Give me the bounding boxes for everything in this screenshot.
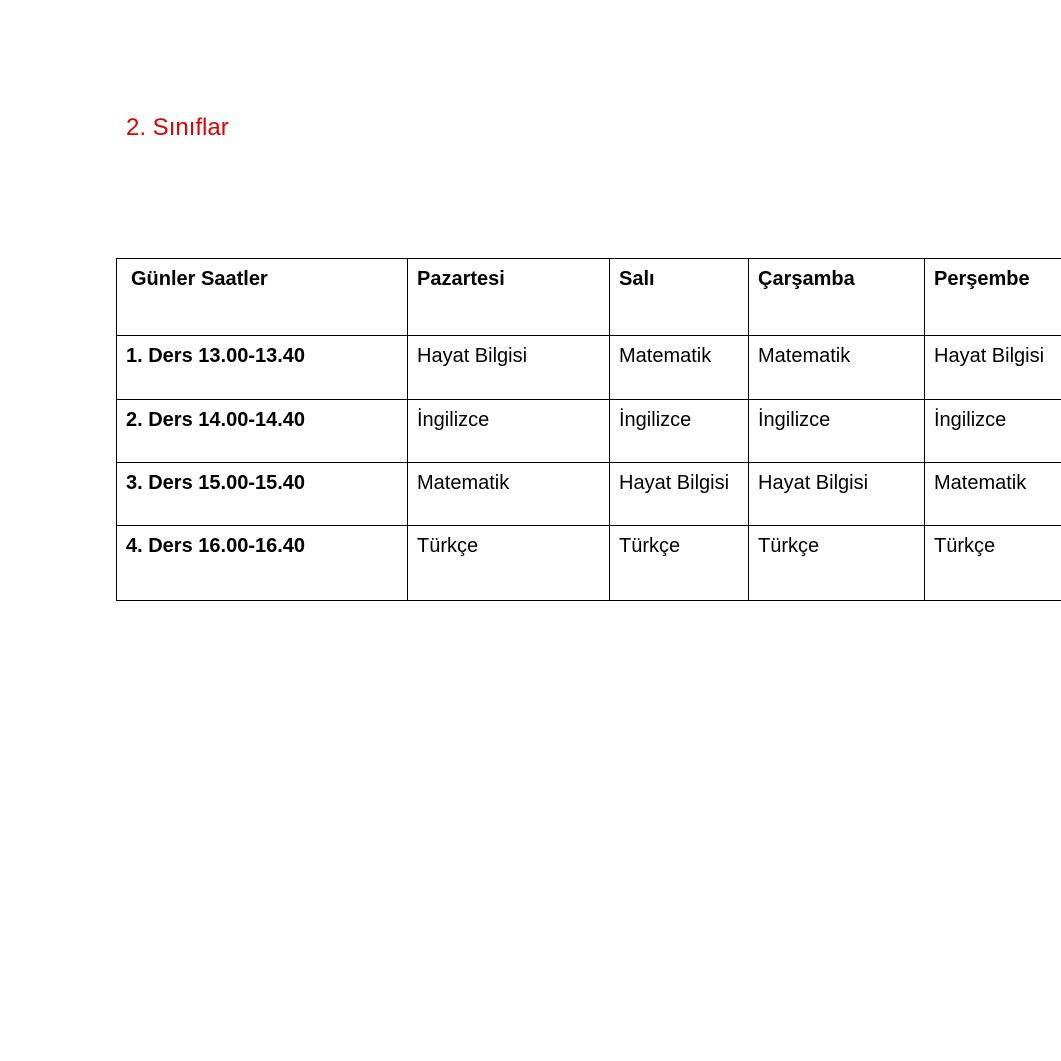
corner-header: Günler Saatler	[117, 259, 408, 336]
lesson-time: 1. Ders 13.00-13.40	[117, 336, 408, 400]
day-header: Pazartesi	[408, 259, 610, 336]
lesson-cell: Matematik	[925, 463, 1061, 526]
lesson-cell: İngilizce	[925, 400, 1061, 463]
lesson-cell: Matematik	[610, 336, 749, 400]
lesson-cell: Matematik	[749, 336, 925, 400]
lesson-cell: Türkçe	[749, 526, 925, 601]
lesson-cell: İngilizce	[408, 400, 610, 463]
table-row	[117, 336, 1061, 400]
lesson-cell: Türkçe	[925, 526, 1061, 601]
lesson-cell: Türkçe	[610, 526, 749, 601]
lesson-cell: Hayat Bilgisi	[749, 463, 925, 526]
lesson-time: 3. Ders 15.00-15.40	[117, 463, 408, 526]
lesson-cell: Hayat Bilgisi	[925, 336, 1061, 400]
day-header: Salı	[610, 259, 749, 336]
lesson-cell: İngilizce	[749, 400, 925, 463]
table-row	[117, 400, 1061, 463]
lesson-cell: İngilizce	[610, 400, 749, 463]
page-title: 2. Sınıflar	[126, 114, 229, 141]
lesson-time: 4. Ders 16.00-16.40	[117, 526, 408, 601]
lesson-cell: Türkçe	[408, 526, 610, 601]
lesson-cell: Matematik	[408, 463, 610, 526]
day-header: Çarşamba	[749, 259, 925, 336]
day-header: Perşembe	[925, 259, 1061, 336]
lesson-cell: Hayat Bilgisi	[408, 336, 610, 400]
lesson-time: 2. Ders 14.00-14.40	[117, 400, 408, 463]
table-header-row	[117, 259, 1061, 336]
table-row	[117, 526, 1061, 601]
lesson-cell: Hayat Bilgisi	[610, 463, 749, 526]
schedule-table	[116, 258, 1061, 601]
table-row	[117, 463, 1061, 526]
